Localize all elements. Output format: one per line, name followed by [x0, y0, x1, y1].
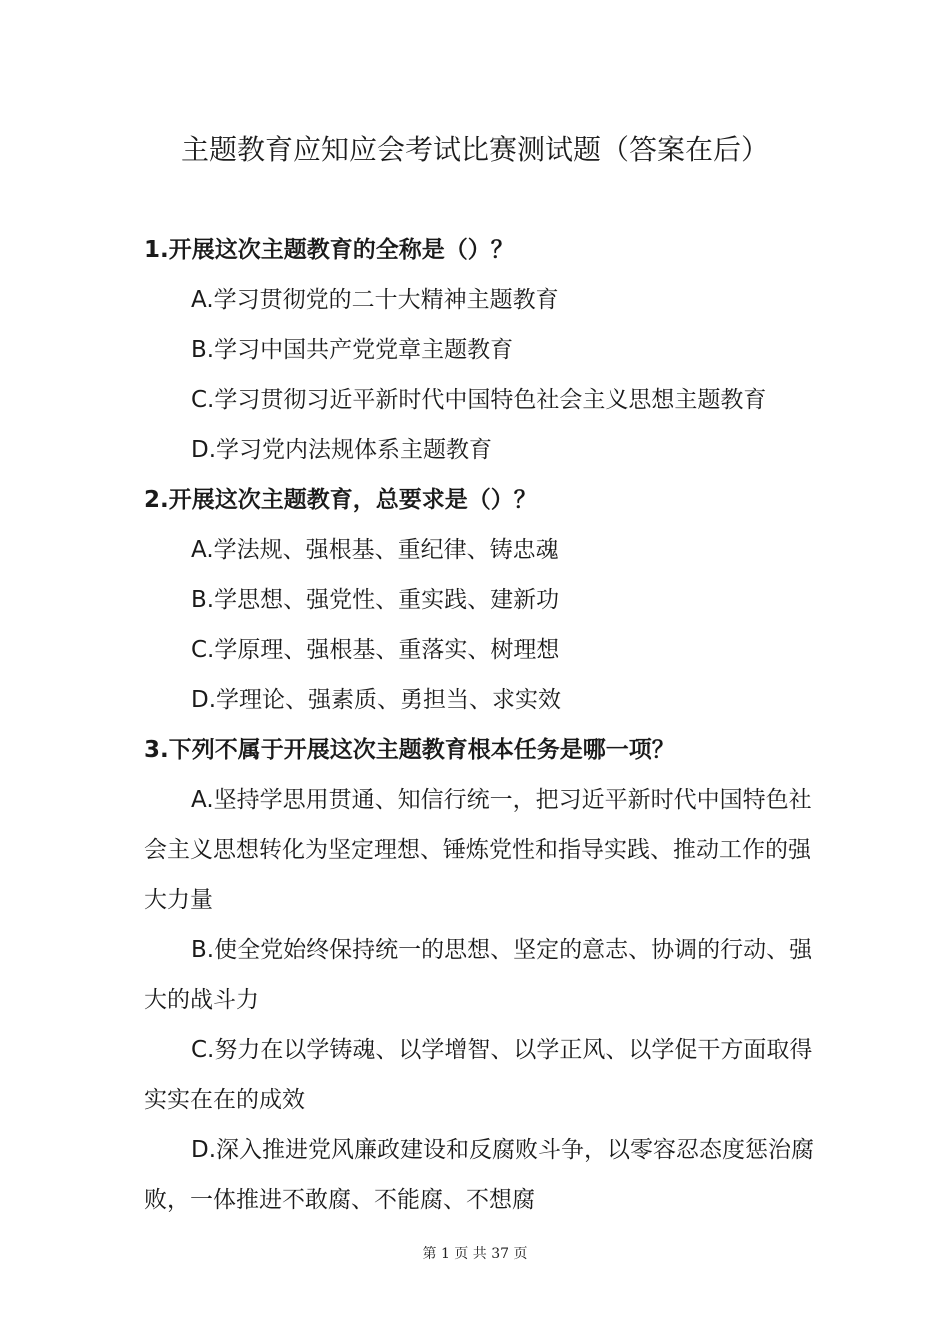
question-3-option-b: B.使全党始终保持统一的思想、坚定的意志、协调的行动、强大的战斗力	[144, 937, 813, 1013]
question-3-option-d: D.深入推进党风廉政建设和反腐败斗争，以零容忍态度惩治腐败，一体推进不敢腐、不能腐、不想腐	[144, 1137, 815, 1213]
question-list	[144, 225, 824, 1225]
question-2-option-a: A.学法规、强根基、重纪律、铸忠魂	[191, 537, 559, 563]
question-2: 2.开展这次主题教育，总要求是（）？	[144, 487, 537, 513]
question-1-option-a: A.学习贯彻党的二十大精神主题教育	[191, 287, 559, 313]
question-2-option-d: D.学理论、强素质、勇担当、求实效	[191, 687, 562, 713]
question-2-option-b: B.学思想、强党性、重实践、建新功	[191, 587, 560, 613]
question-1-option-b: B.学习中国共产党党章主题教育	[191, 337, 514, 363]
question-1: 1.开展这次主题教育的全称是（）？	[144, 237, 514, 263]
question-3-option-a: A.坚持学思用贯通、知信行统一，把习近平新时代中国特色社会主义思想转化为坚定理想、锤炼党性和指导实践、推动工作的强大力量	[144, 787, 812, 913]
question-3: 3.下列不属于开展这次主题教育根本任务是哪一项？	[144, 737, 675, 763]
question-3-option-c: C.努力在以学铸魂、以学增智、以学正风、以学促干方面取得实实在在的成效	[144, 1037, 813, 1113]
document-title: 主题教育应知应会考试比赛测试题（答案在后）	[180, 133, 769, 166]
question-2-option-c: C.学原理、强根基、重落实、树理想	[191, 637, 560, 663]
question-1-option-d: D.学习党内法规体系主题教育	[191, 437, 493, 463]
question-1-option-c: C.学习贯彻习近平新时代中国特色社会主义思想主题教育	[191, 387, 767, 413]
page-number-footer: 第 1 页 共 37 页	[422, 1246, 528, 1262]
